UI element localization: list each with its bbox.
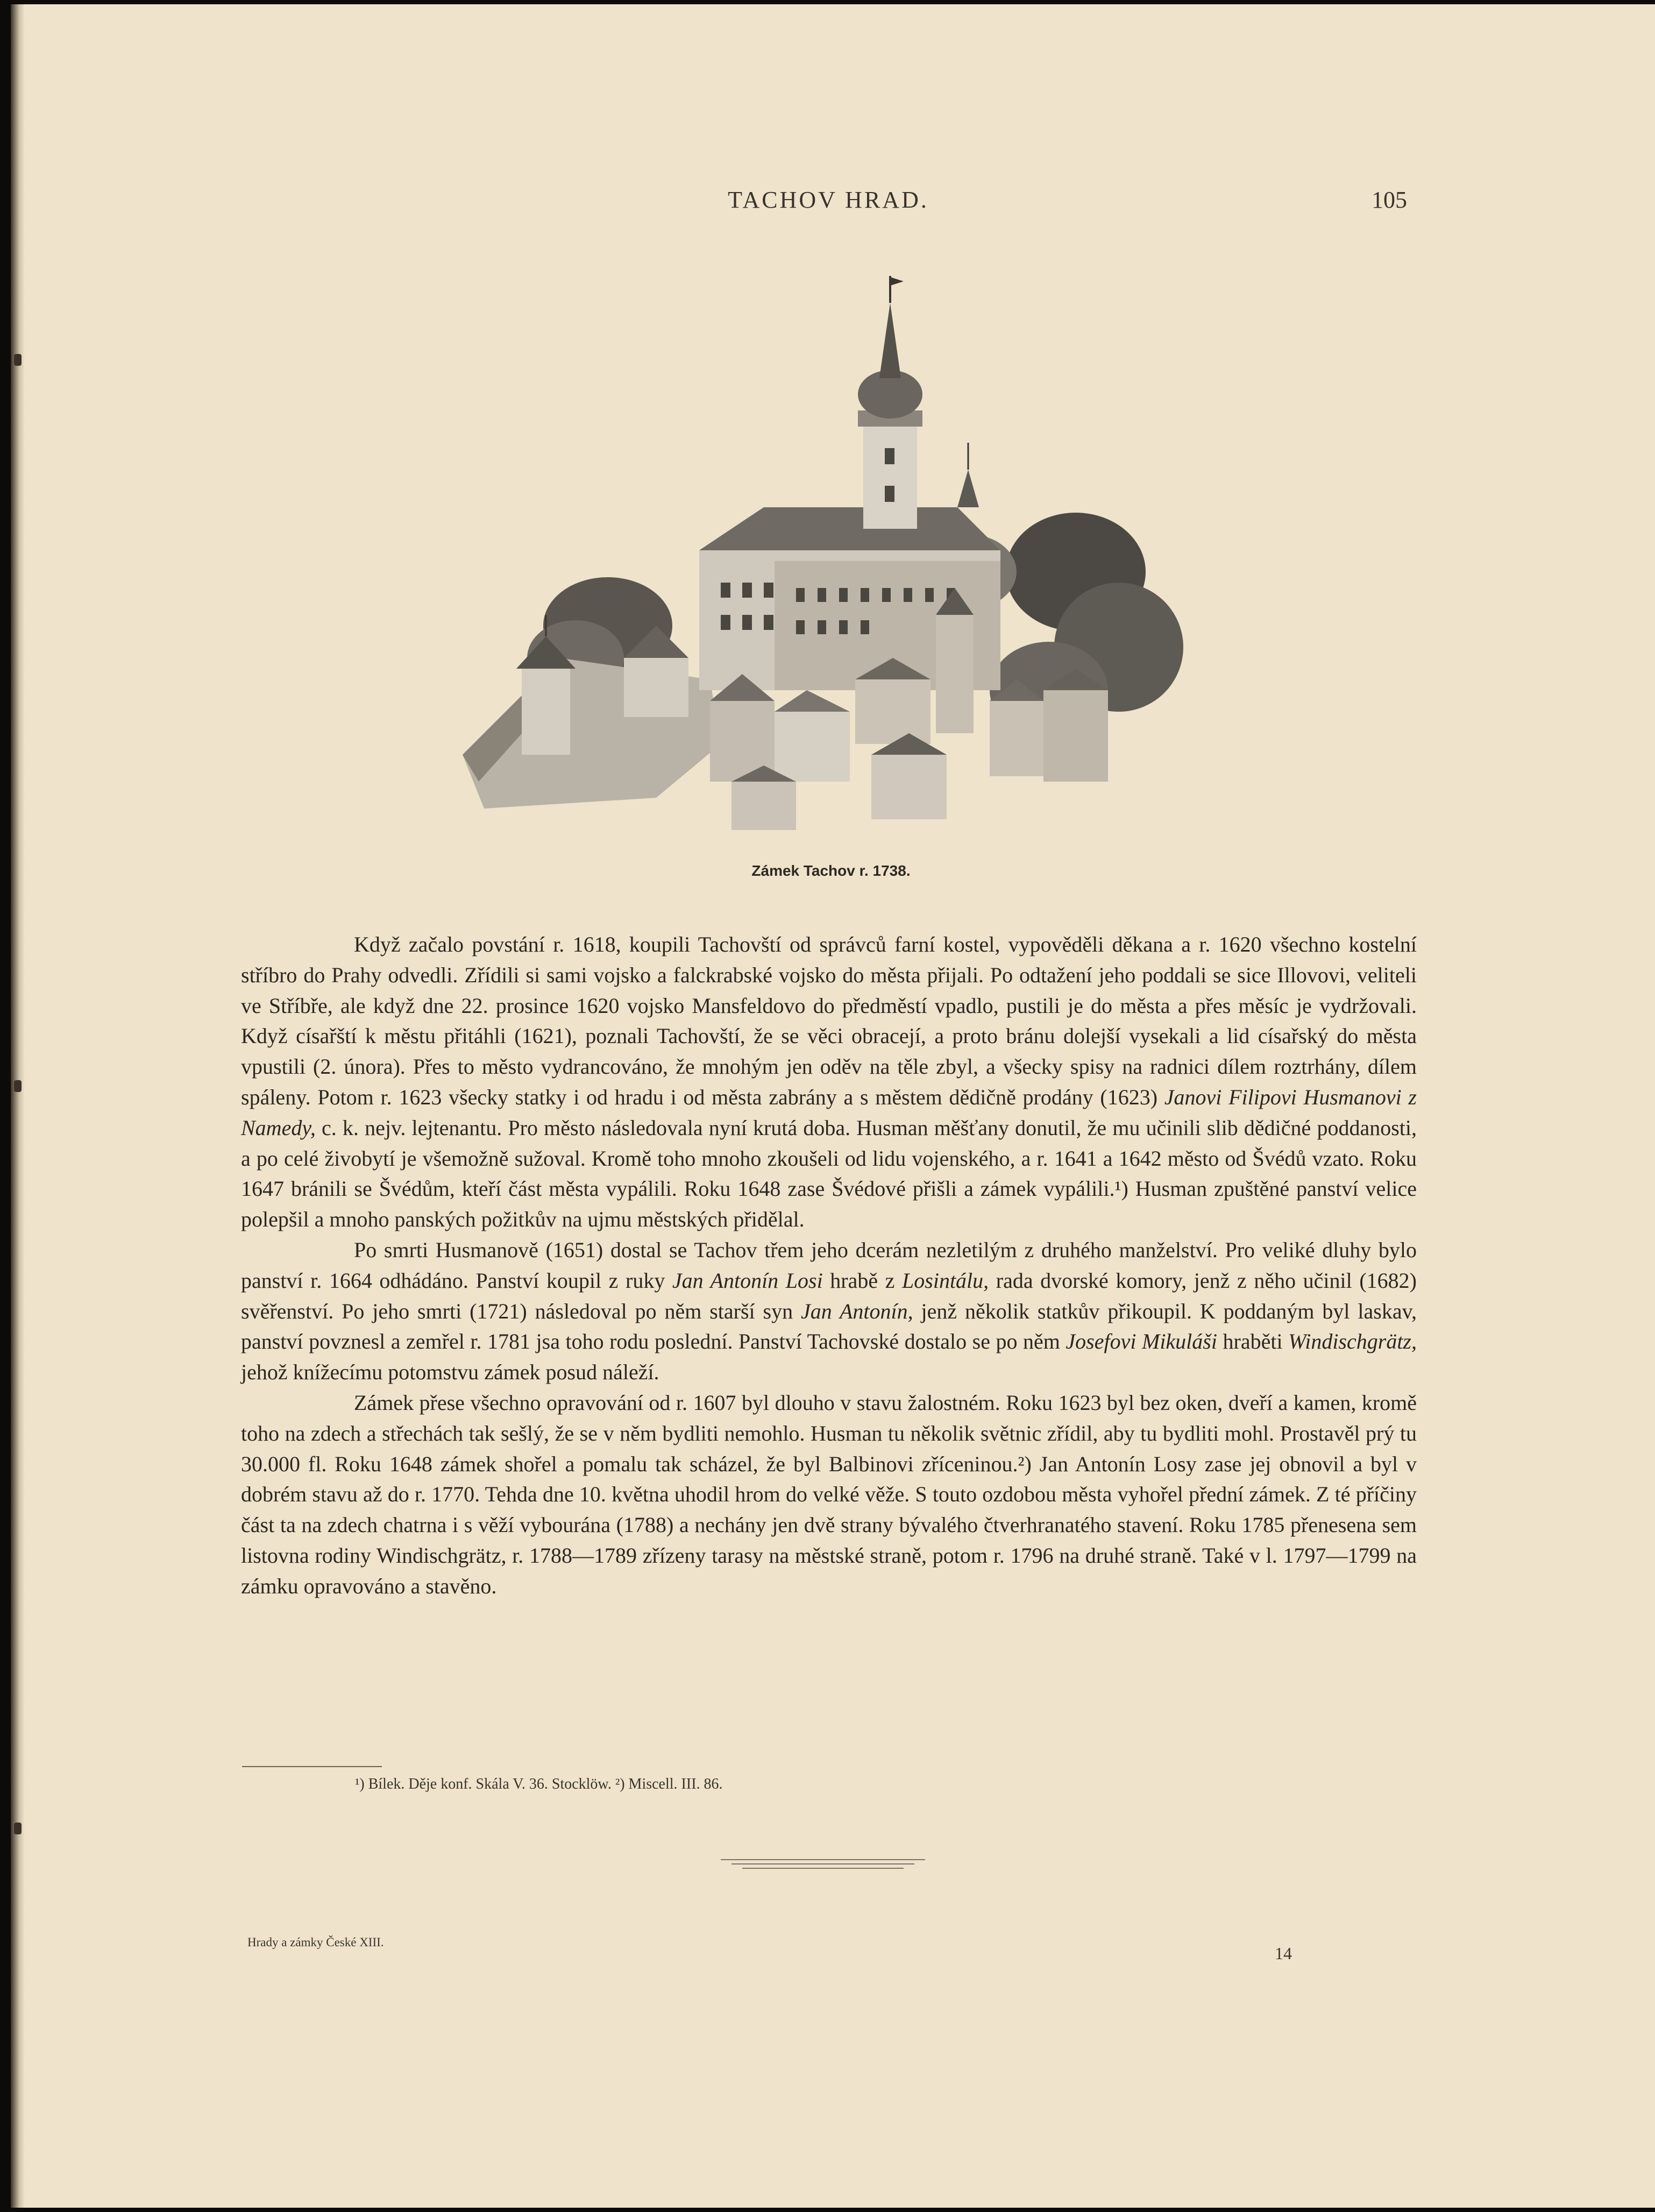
paragraph-text: hrabě z <box>822 1268 903 1293</box>
book-page <box>11 4 1655 2208</box>
printer-signature: Hrady a zámky České XIII. <box>247 1936 384 1949</box>
body-paragraph <box>241 1388 1417 1602</box>
paragraph-text: jenž několik statkův přikoupil. K poddaným byl laskav, panství povznesl a zemřel r. 1781 jsa toho rodu poslední. Panství Tachovské dostalo se po něm <box>241 1299 1417 1354</box>
paragraph-text: Když začalo povstání r. 1618, koupili Tachovští od správců farní kostel, vypověděli děkana a r. 1620 všechno kostelní stříbro do Prahy odvedli. Zřídili si sami vojsko a falckrabské vojsko do města přijali. Po odtažení jeho poddali se sice Illovovi, veliteli ve Stříbře, ale když dne 22. prosince 1620 vojsko Mansfeldovo do předměstí vpadlo, pustili je do města a přes měsíc je vydržovali. Když císařští k městu přitáhli (1621), poznali Tachovští, že se věci obracejí, a proto bránu dolejší vysekali a lid císařský do města vpustili (2. února). Přes to město vydrancováno, že mnohým jen oděv na těle zbyl, a všecky spisy na radnici dílem roztrhány, dílem spáleny. Potom r. 1623 všecky statky i od hradu i od města zabrány a s městem dědičně prodány (1623) <box>241 932 1417 1109</box>
castle-tower <box>858 276 922 529</box>
page-number: 105 <box>1372 187 1407 213</box>
body-text <box>241 930 1417 1602</box>
paragraph-text: jehož knížecímu potomstvu zámek posud náleží. <box>241 1360 659 1385</box>
running-head: TACHOV HRAD. <box>728 187 929 213</box>
castle-illustration <box>430 271 1226 841</box>
paragraph-text: rada dvorské komory, jenž z něho učinil (1682) svěřenství. Po jeho smrti (1721) následoval po něm starší syn <box>241 1268 1417 1323</box>
italic-name: Janovi Filipovi Husmanovi z Namedy, <box>241 1084 1417 1140</box>
body-paragraph <box>241 930 1417 1235</box>
figure-caption: Zámek Tachov r. 1738. <box>751 862 911 879</box>
italic-name: Losintálu, <box>902 1268 989 1293</box>
paragraph-text: Po smrti Husmanově (1651) dostal se Tachov třem jeho dcerám nezletilým z druhého manželství. Pro veliké dluhy bylo panství r. 1664 odhádáno. Panství koupil z ruky <box>241 1237 1417 1293</box>
end-ornament-rule <box>721 1859 925 1860</box>
paragraph-text: Zámek přese všechno opravování od r. 1607 byl dlouho v stavu žalostném. Roku 1623 byl bez oken, dveří a kamen, kromě toho na zdech a střechách tak sešlý, že se v něm bydliti nemohlo. Husman tu několik světnic zřídil, aby tu bydliti mohl. Prostavěl prý tu 30.000 fl. Roku 1648 zámek shořel a pomalu tak scházel, že byl Balbinovi zříceninou.²) Jan Antonín Losy zase jej obnovil a byl v dobrém stavu až do r. 1770. Tehda dne 10. května uhodil hrom do velké věže. S touto ozdobou města vyhořel přední zámek. Z té příčiny část ta na zdech chatrna i s věží vybourána (1788) a nechány jen dvě strany bývalého čtverhranatého stavení. Roku 1785 přenesena sem listovna rodiny Windischgrätz, r. 1788—1789 zřízeny tarasy na městské straně, potom r. 1796 na druhé straně. Také v l. 1797—1799 na zámku opravováno a stavěno. <box>241 1390 1417 1598</box>
footnote-rule <box>242 1766 382 1767</box>
paragraph-text: c. k. nejv. lejtenantu. Pro město následovala nyní krutá doba. Husman měšťany donutil, že mu učinili slib dědičné poddanosti, a po celé živobytí je všemožně sužoval. Kromě toho mnoho zkoušeli od lidu vojenského, a r. 1641 a 1642 město od Švédů vzato. Roku 1647 bránili se Švédům, kteří část města vypálili. Roku 1648 zase Švédové přišli a zámek vypálili.¹) Husman zpuštěné panství velice polepšil a mnoho panských požitkův na ujmu městských přidělal. <box>241 1115 1417 1232</box>
italic-name: Jan Antonín Losi <box>672 1268 823 1293</box>
footnotes: ¹) Bílek. Děje konf. Skála V. 36. Stocklöw. ²) Miscell. III. 86. <box>355 1776 723 1792</box>
end-ornament-rule <box>742 1868 904 1869</box>
binding-mark <box>14 1080 22 1092</box>
end-ornament-rule <box>731 1863 914 1864</box>
sheet-number: 14 <box>1275 1944 1292 1963</box>
italic-name: Josefovi Mikuláši <box>1066 1329 1217 1354</box>
italic-name: Windischgrätz, <box>1288 1329 1417 1354</box>
small-spire <box>957 443 979 507</box>
italic-name: Jan Antonín, <box>801 1299 913 1323</box>
page-binding-edge <box>11 4 25 2208</box>
body-paragraph <box>241 1235 1417 1388</box>
binding-mark <box>14 354 22 366</box>
paragraph-text: hraběti <box>1217 1329 1289 1354</box>
binding-mark <box>14 1823 22 1834</box>
